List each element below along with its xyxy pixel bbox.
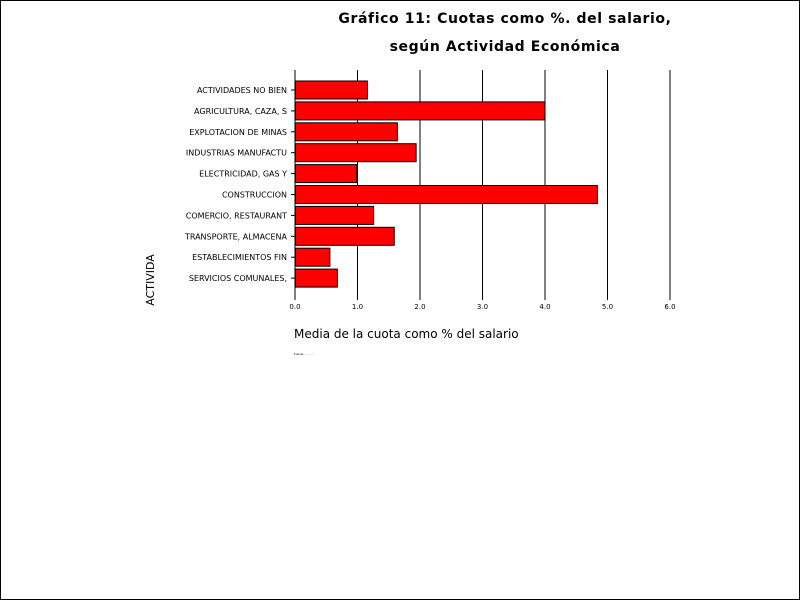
category-label-1: ACTIVIDADES NO BIEN	[196, 86, 287, 95]
bars	[296, 81, 598, 287]
bar-10	[296, 269, 338, 287]
category-label-9: ESTABLECIMIENTOS FIN	[192, 253, 287, 263]
category-label-2: AGRICULTURA, CAZA, S	[194, 106, 287, 116]
x-tick-label-1: 1.0	[351, 303, 364, 311]
bar-6	[296, 186, 598, 204]
category-label-5: ELECTRICIDAD, GAS Y	[199, 169, 287, 179]
x-tick-label-0: 0.0	[289, 303, 301, 311]
x-tick-label-2: 2.0	[414, 303, 426, 311]
category-label-6: CONSTRUCCION	[221, 190, 287, 200]
bar-5	[296, 165, 357, 183]
x-tick-label-4: 4.0	[539, 303, 551, 311]
x-tick-label-3: 3.0	[476, 303, 489, 311]
bar-1	[296, 81, 368, 99]
tick-labels	[289, 303, 675, 311]
chart-subtitle: según Actividad Económica	[389, 39, 621, 55]
footnote: Fuente: ..........	[294, 352, 314, 356]
bar-8	[296, 227, 395, 245]
bar-3	[296, 123, 398, 141]
y-axis-title: ACTIVIDA	[144, 254, 157, 306]
bar-4	[296, 144, 417, 162]
x-axis-title: Media de la cuota como % del salario	[294, 327, 519, 341]
bar-9	[296, 248, 330, 266]
bar-7	[296, 206, 374, 224]
category-label-3: EXPLOTACION DE MINAS	[189, 127, 287, 137]
x-tick-label-5: 5.0	[601, 303, 614, 311]
category-label-4: INDUSTRIAS MANUFACTU	[185, 148, 287, 158]
category-label-7: COMERCIO, RESTAURANT	[185, 211, 287, 221]
category-label-10: SERVICIOS COMUNALES,	[188, 274, 287, 284]
chart-title: Gráfico 11: Cuotas como %. del salario,	[338, 11, 672, 27]
category-labels	[184, 86, 288, 283]
x-tick-label-6: 6.0	[664, 303, 676, 311]
category-label-8: TRANSPORTE, ALMACENA	[184, 232, 287, 242]
bar-2	[296, 102, 545, 120]
